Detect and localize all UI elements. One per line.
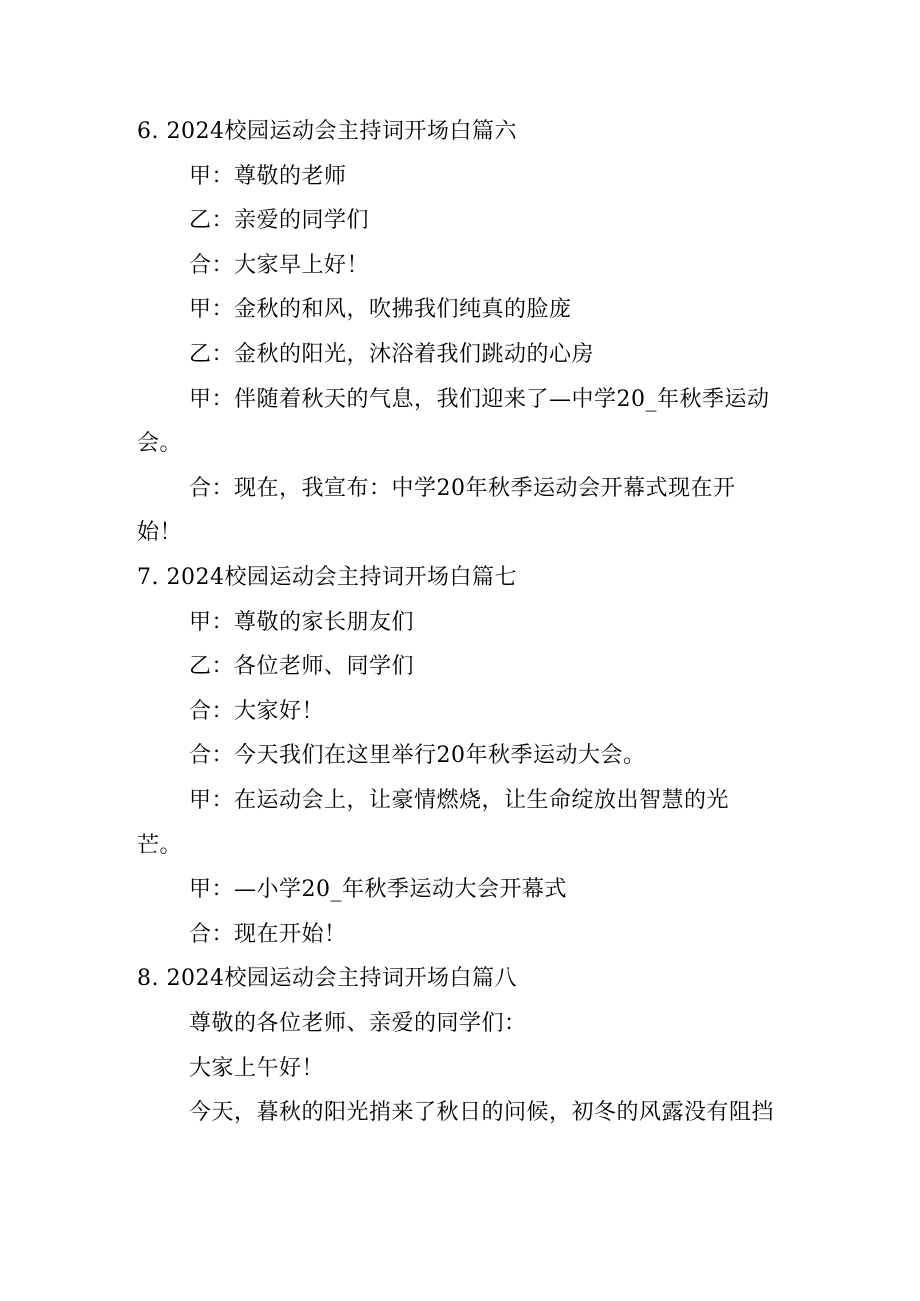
section-heading-6: 6. 2024校园运动会主持词开场白篇六 bbox=[137, 119, 517, 144]
paragraph-line: 乙：各位老师、同学们 bbox=[189, 654, 415, 679]
paragraph-line: 合：大家早上好！ bbox=[189, 253, 370, 278]
paragraph-line-continued: 会。 bbox=[137, 431, 183, 456]
paragraph-line: 甲：尊敬的家长朋友们 bbox=[189, 610, 415, 635]
paragraph-line: 今天，暮秋的阳光捎来了秋日的问候，初冬的风露没有阻挡 bbox=[189, 1100, 775, 1125]
paragraph-line: 尊敬的各位老师、亲爱的同学们： bbox=[189, 1011, 527, 1036]
paragraph-line: 甲：在运动会上，让豪情燃烧，让生命绽放出智慧的光 bbox=[189, 788, 730, 813]
paragraph-line: 大家上午好！ bbox=[189, 1056, 325, 1081]
paragraph-line: 甲：—小学20_年秋季运动大会开幕式 bbox=[189, 877, 567, 902]
paragraph-line: 合：大家好！ bbox=[189, 699, 325, 724]
paragraph-line-continued: 芒。 bbox=[137, 833, 183, 858]
section-heading-7: 7. 2024校园运动会主持词开场白篇七 bbox=[137, 565, 517, 590]
paragraph-line: 合：现在，我宣布：中学20年秋季运动会开幕式现在开 bbox=[189, 476, 736, 501]
paragraph-line: 合：今天我们在这里举行20年秋季运动大会。 bbox=[189, 743, 646, 768]
paragraph-line: 甲：伴随着秋天的气息，我们迎来了—中学20_年秋季运动 bbox=[189, 387, 770, 412]
paragraph-line: 乙：亲爱的同学们 bbox=[189, 208, 370, 233]
paragraph-line: 乙：金秋的阳光，沐浴着我们跳动的心房 bbox=[189, 342, 595, 367]
paragraph-line: 甲：金秋的和风，吹拂我们纯真的脸庞 bbox=[189, 297, 572, 322]
paragraph-line-continued: 始！ bbox=[137, 520, 183, 545]
paragraph-line: 合：现在开始！ bbox=[189, 922, 347, 947]
section-heading-8: 8. 2024校园运动会主持词开场白篇八 bbox=[137, 966, 517, 991]
paragraph-line: 甲：尊敬的老师 bbox=[189, 164, 347, 189]
